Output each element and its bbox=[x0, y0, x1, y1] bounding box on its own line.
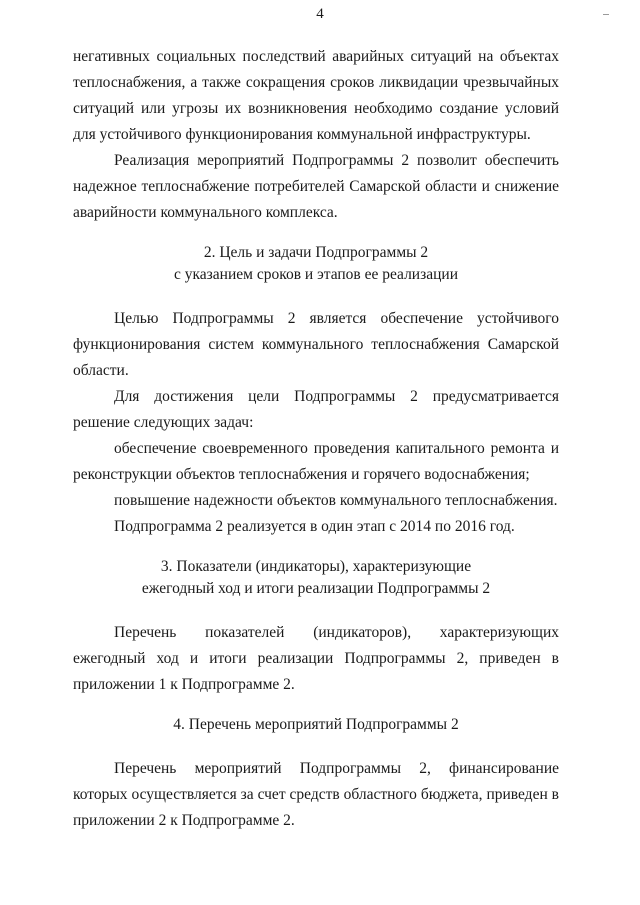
paragraph-goal: Целью Подпрограммы 2 является обеспечение устойчивого функционирования систем коммунального теплоснабжения Самарской области. bbox=[73, 310, 559, 379]
document-body bbox=[73, 44, 559, 834]
paragraph-task-2: повышение надежности объектов коммунального теплоснабжения. bbox=[114, 492, 558, 509]
section-heading-2-line1: 2. Цель и задачи Подпрограммы 2 bbox=[203, 244, 429, 261]
paragraph-implementation-effect: Реализация мероприятий Подпрограммы 2 позволит обеспечить надежное теплоснабжение потребителей Самарской области и снижение аварийности коммунального комплекса. bbox=[73, 152, 559, 221]
section-heading-4: 4. Перечень мероприятий Подпрограммы 2 bbox=[173, 716, 459, 733]
paragraph-timeline: Подпрограмма 2 реализуется в один этап с 2014 по 2016 год. bbox=[114, 518, 515, 535]
paragraph-measures: Перечень мероприятий Подпрограммы 2, финансирование которых осуществляется за счет средств областного бюджета, приведен в приложении 2 к Подпрограмме 2. bbox=[73, 760, 559, 829]
paragraph-tasks-intro: Для достижения цели Подпрограммы 2 предусматривается решение следующих задач: bbox=[73, 388, 559, 431]
paragraph-intro-continuation: негативных социальных последствий аварийных ситуаций на объектах теплоснабжения, а также сокращения сроков ликвидации чрезвычайных ситуаций или угрозы их возникновения необходимо создание условий для устойчивого функционирования коммунальной инфраструктуры. bbox=[73, 48, 559, 143]
section-heading-2-line2: с указанием сроков и этапов ее реализации bbox=[174, 266, 458, 283]
scan-artifact bbox=[603, 14, 609, 15]
paragraph-task-1: обеспечение своевременного проведения капитального ремонта и реконструкции объектов теплоснабжения и горячего водоснабжения; bbox=[73, 440, 559, 483]
section-heading-3-line1: 3. Показатели (индикаторы), характеризующие bbox=[160, 558, 472, 575]
page-number: 4 bbox=[316, 6, 324, 22]
paragraph-indicators: Перечень показателей (индикаторов), характеризующих ежегодный ход и итоги реализации Подпрограммы 2, приведен в приложении 1 к Подпрограмме 2. bbox=[73, 624, 559, 693]
section-heading-3-line2: ежегодный ход и итоги реализации Подпрограммы 2 bbox=[141, 580, 491, 597]
